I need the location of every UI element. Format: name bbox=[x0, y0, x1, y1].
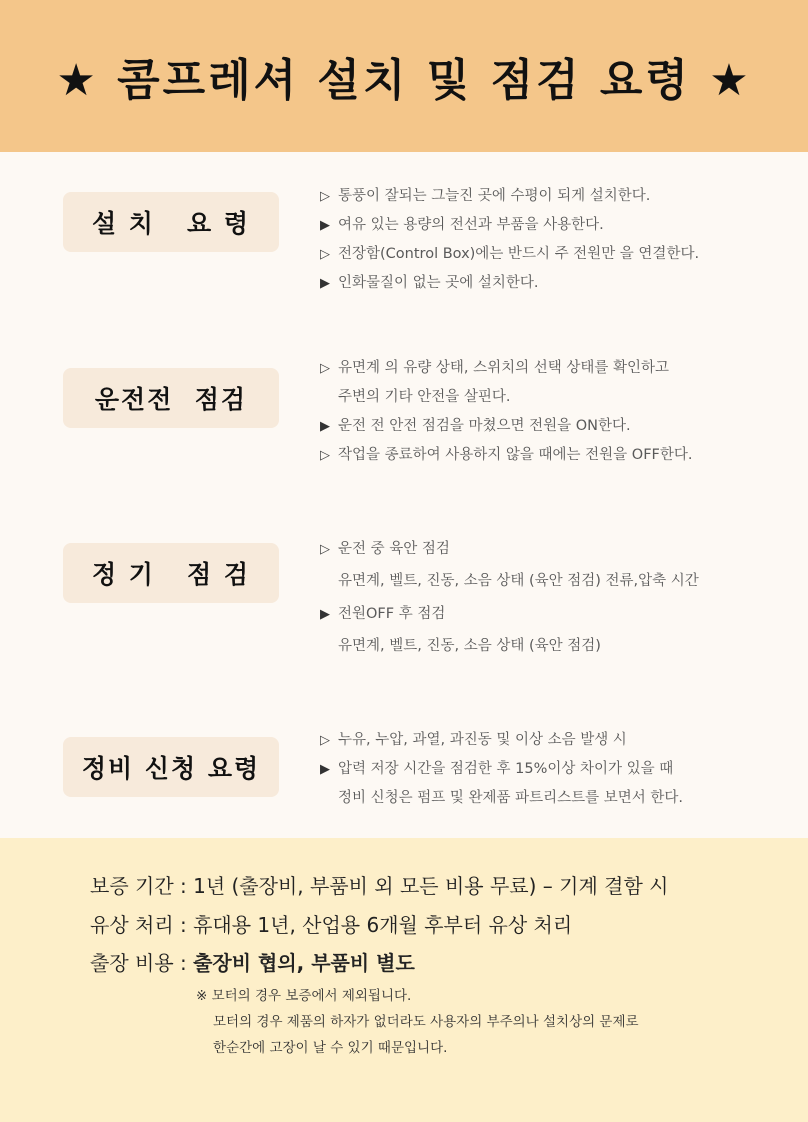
section-lines bbox=[320, 535, 790, 662]
list-item-text: 인화물질이 없는 곳에 설치한다. bbox=[338, 275, 539, 291]
warranty-footer bbox=[0, 838, 808, 1122]
list-item-text: 운전 전 안전 점검을 마쳤으면 전원을 ON한다. bbox=[338, 418, 631, 434]
section-lines bbox=[320, 182, 790, 298]
solid-triangle-icon: ▶ bbox=[320, 218, 330, 233]
main-content bbox=[0, 152, 808, 838]
page-title: ★ 콤프레셔 설치 및 점검 요령 ★ bbox=[56, 55, 752, 106]
list-item-text: 정비 신청은 펌프 및 완제품 파트리스트를 보면서 한다. bbox=[338, 790, 684, 806]
solid-triangle-icon: ▶ bbox=[320, 276, 330, 291]
section-label: 설 치 요 령 bbox=[91, 209, 251, 238]
solid-triangle-icon: ▶ bbox=[320, 419, 330, 434]
header-banner bbox=[0, 0, 808, 152]
list-item-text: 유면계, 벨트, 진동, 소음 상태 (육안 점검) 전류,압축 시간 bbox=[338, 573, 699, 589]
section-label-box bbox=[63, 543, 279, 603]
trip-cost-value: 출장비 협의, 부품비 별도 bbox=[193, 951, 415, 975]
hollow-triangle-icon: ▷ bbox=[320, 448, 330, 463]
list-item bbox=[320, 441, 790, 470]
list-item-text: 여유 있는 용량의 전선과 부품을 사용한다. bbox=[338, 217, 604, 233]
list-item bbox=[320, 726, 790, 755]
paid-service-label: 유상 처리 : bbox=[90, 913, 187, 937]
solid-triangle-icon: ▶ bbox=[320, 762, 330, 777]
list-item-text: 운전 중 육안 점검 bbox=[338, 541, 450, 557]
list-item bbox=[320, 354, 790, 383]
hollow-triangle-icon: ▷ bbox=[320, 189, 330, 204]
section-lines bbox=[320, 726, 790, 813]
section-label: 정 기 점 검 bbox=[91, 560, 251, 589]
solid-triangle-icon: ▶ bbox=[320, 607, 330, 622]
section-label-box bbox=[63, 192, 279, 252]
hollow-triangle-icon: ▷ bbox=[320, 361, 330, 376]
list-item-text: 전장함(Control Box)에는 반드시 주 전원만 을 연결한다. bbox=[338, 246, 700, 262]
section-label-box bbox=[63, 737, 279, 797]
motor-exclusion-note: ※ 모터의 경우 보증에서 제외됩니다. bbox=[196, 988, 412, 1004]
paid-service-line bbox=[90, 909, 572, 938]
list-item bbox=[320, 412, 790, 441]
list-item bbox=[320, 211, 790, 240]
list-item bbox=[320, 598, 790, 630]
list-item bbox=[320, 269, 790, 298]
hollow-triangle-icon: ▷ bbox=[320, 542, 330, 557]
section-label-box bbox=[63, 368, 279, 428]
list-item bbox=[320, 564, 790, 598]
warranty-value: 1년 (출장비, 부품비 외 모든 비용 무료) – 기계 결함 시 bbox=[193, 874, 669, 898]
section-label: 운전전 점검 bbox=[94, 385, 248, 414]
list-item-text: 통풍이 잘되는 그늘진 곳에 수평이 되게 설치한다. bbox=[338, 188, 651, 204]
trip-cost-line bbox=[90, 947, 415, 976]
motor-exclusion-detail: 모터의 경우 제품의 하자가 없더라도 사용자의 부주의나 설치상의 문제로 bbox=[213, 1014, 639, 1030]
warranty-period-line bbox=[90, 870, 668, 899]
paid-service-value: 휴대용 1년, 산업용 6개월 후부터 유상 처리 bbox=[193, 913, 573, 937]
list-item-text: 주변의 기타 안전을 살핀다. bbox=[338, 389, 511, 405]
list-item-text: 작업을 종료하여 사용하지 않을 때에는 전원을 OFF한다. bbox=[338, 447, 693, 463]
section-lines bbox=[320, 354, 790, 470]
list-item bbox=[320, 383, 790, 412]
list-item-text: 유면계 의 유량 상태, 스위치의 선택 상태를 확인하고 bbox=[338, 360, 670, 376]
list-item-text: 유면계, 벨트, 진동, 소음 상태 (육안 점검) bbox=[338, 638, 601, 654]
motor-exclusion-reason: 한순간에 고장이 날 수 있기 때문입니다. bbox=[213, 1040, 448, 1056]
hollow-triangle-icon: ▷ bbox=[320, 247, 330, 262]
list-item bbox=[320, 535, 790, 564]
list-item bbox=[320, 784, 790, 813]
hollow-triangle-icon: ▷ bbox=[320, 733, 330, 748]
list-item bbox=[320, 755, 790, 784]
list-item-text: 누유, 누압, 과열, 과진동 및 이상 소음 발생 시 bbox=[338, 732, 627, 748]
list-item-text: 압력 저장 시간을 점검한 후 15%이상 차이가 있을 때 bbox=[338, 761, 674, 777]
list-item bbox=[320, 182, 790, 211]
list-item bbox=[320, 240, 790, 269]
trip-cost-label: 출장 비용 : bbox=[90, 951, 187, 975]
list-item-text: 전원OFF 후 점검 bbox=[338, 606, 446, 622]
section-label: 정비 신청 요령 bbox=[81, 754, 261, 783]
warranty-label: 보증 기간 : bbox=[90, 874, 187, 898]
list-item bbox=[320, 630, 790, 662]
